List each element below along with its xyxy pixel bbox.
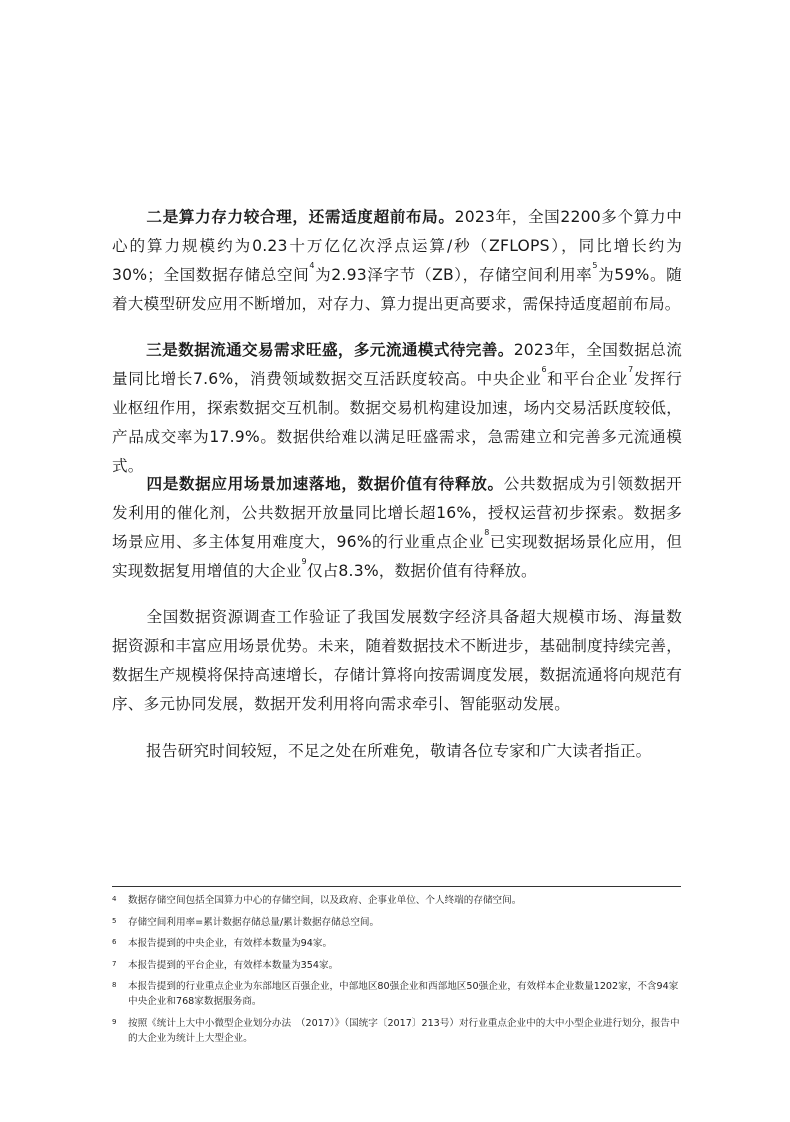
footnote-number: 6 (112, 938, 117, 946)
footnote-text: 本报告提到的中央企业，有效样本数量为94家。 (128, 938, 333, 949)
paragraph-lead: 二是算力存力较合理，还需适度超前布局。 (146, 208, 455, 226)
paragraph-text: 报告研究时间较短，不足之处在所难免，敬请各位专家和广大读者指正。 (146, 742, 652, 760)
footnote-text: 本报告提到的平台企业，有效样本数量为354家。 (128, 959, 339, 971)
paragraph-lead: 三是数据流通交易需求旺盛，多元流通模式待完善。 (146, 341, 514, 359)
footnote-ref[interactable]: 6 (541, 365, 547, 374)
paragraph-text: 和平台企业 (546, 370, 629, 388)
paragraph-text: 仅占8.3%，数据价值有待释放。 (306, 562, 537, 580)
footnote-item (112, 979, 682, 1009)
footnote-item (112, 936, 682, 951)
footnotes (112, 893, 682, 1052)
footnote-item (112, 958, 682, 973)
footnote-ref[interactable]: 4 (309, 261, 315, 270)
footnote-number: 4 (112, 895, 117, 903)
footnote-number: 7 (112, 959, 117, 968)
footnote-divider (112, 886, 681, 887)
paragraph-text: 为2.93泽字节（ZB），存储空间利用率 (314, 266, 593, 284)
paragraph-text: 全国数据资源调查工作验证了我国发展数字经济具备超大规模市场、海量数据资源和丰富应用场景优势。未来，随着数据技术不断进步，基础制度持续完善，数据生产规模将保持高速增长，存储计算将向按需调度发展，数据流通将向规范有序、多元协同发展，数据开发利用将向需求牵引、智能驱动发展。 (112, 608, 682, 713)
paragraph-lead: 四是数据应用场景加速落地，数据价值有待释放。 (146, 475, 504, 493)
footnote-ref[interactable]: 8 (484, 528, 490, 537)
paragraph-closing-note (112, 737, 682, 766)
footnote-number: 5 (112, 916, 117, 925)
footnote-item (112, 893, 682, 908)
footnote-text: 按照《统计上大中小微型企业划分办法 （2017）》（国统字〔2017〕213号）对行业重点企业中的大中小型企业进行划分，报告中的大企业为统计上大型企业。 (128, 1017, 680, 1044)
paragraph-data-application (112, 470, 682, 586)
footnote-number: 8 (112, 981, 117, 989)
footnote-text: 存储空间利用率=累计数据存储总量/累计数据存储总空间。 (128, 916, 380, 928)
footnote-item (112, 1016, 682, 1046)
footnote-text: 数据存储空间包括全国算力中心的存储空间，以及政府、企事业单位、个人终端的存储空间。 (128, 895, 522, 906)
paragraph-text: 公共数据成为引领数据开发利用的催化剂，公共数据开放量同比增长超16%，授权运营初步探索。数据多场景应用、多主体复用难度大，96%的行业重点企业 (112, 475, 682, 551)
paragraph-conclusion (112, 603, 682, 719)
footnote-text: 本报告提到的行业重点企业为东部地区百强企业，中部地区80强企业和西部地区50强企业，有效样本企业数量1202家，不含94家中央企业和768家数据服务商。 (128, 981, 679, 1007)
paragraph-text: 2023年，全国数据总流量同比增长7.6%，消费领域数据交互活跃度较高。中央企业 (112, 341, 682, 388)
footnote-ref[interactable]: 5 (592, 261, 598, 270)
paragraph-text: 发挥行业枢纽作用，探索数据交互机制。数据交易机构建设加速，场内交易活跃度较低，产品成交率为17.9%。数据供给难以满足旺盛需求，急需建立和完善多元流通模式。 (112, 370, 682, 475)
footnote-ref[interactable]: 9 (301, 557, 307, 566)
paragraph-text: 2023年，全国2200多个算力中心的算力规模约为0.23十万亿亿次浮点运算/秒（ZFLOPS），同比增长约为30%；全国数据存储总空间 (112, 208, 682, 284)
paragraph-text: 已实现数据场景化应用，但实现数据复用增值的大企业 (112, 533, 682, 580)
paragraph-data-circulation (112, 336, 682, 481)
footnote-item (112, 915, 682, 930)
footnote-number: 9 (112, 1017, 117, 1026)
footnote-ref[interactable]: 7 (628, 365, 634, 374)
paragraph-text: 为59%。随着大模型研发应用不断增加，对存力、算力提出更高要求，需保持适度超前布局。 (112, 266, 682, 313)
paragraph-computing-storage (112, 203, 682, 319)
